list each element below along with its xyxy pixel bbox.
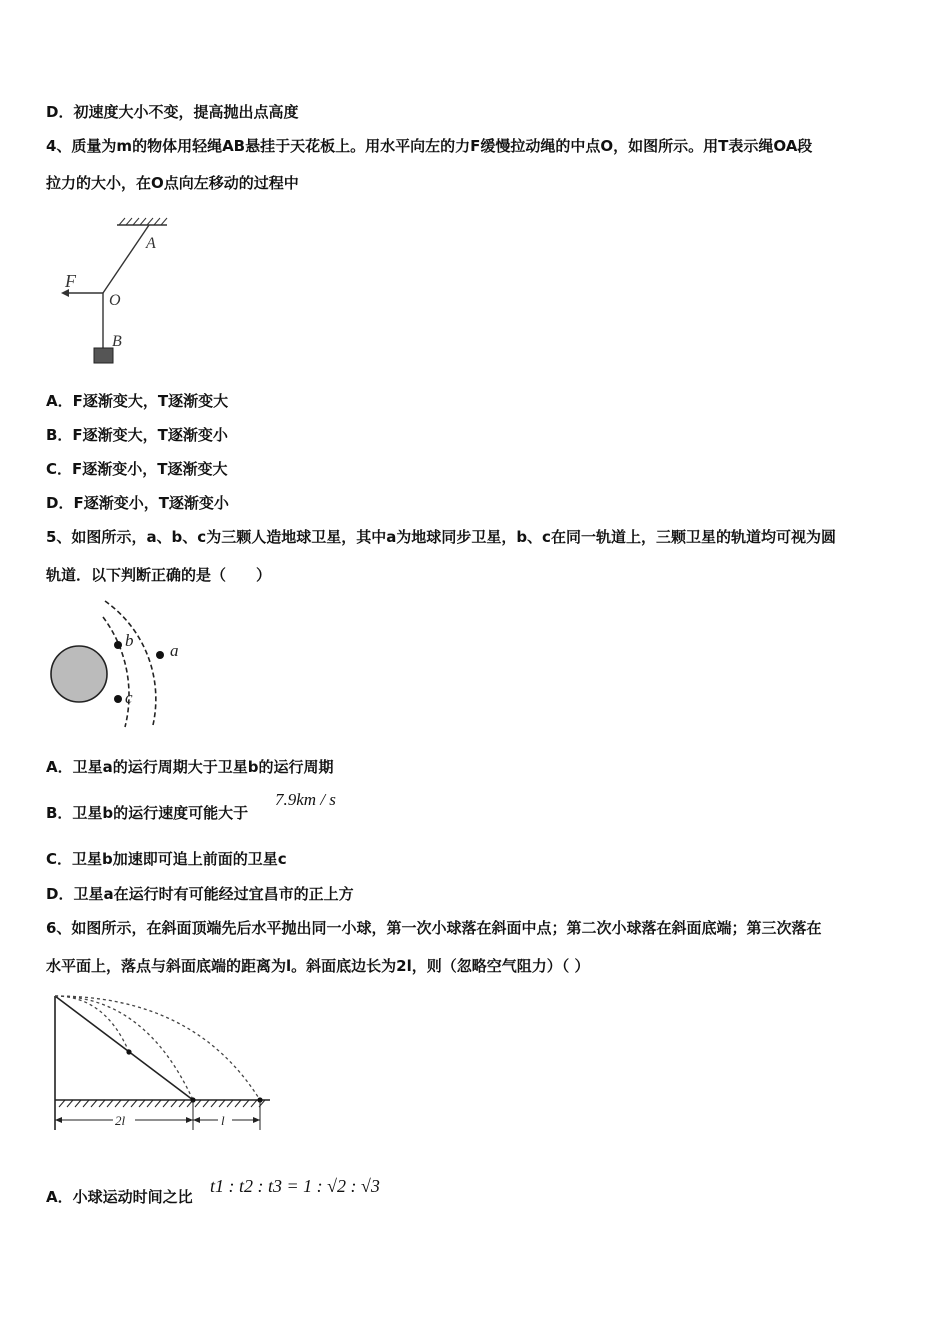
mass-block	[94, 348, 113, 363]
label-o: O	[109, 292, 121, 309]
q5-option-b: B．卫星b的运行速度可能大于	[46, 804, 249, 822]
q6-figure	[45, 990, 280, 1140]
q3-option-d: D．初速度大小不变，提高抛出点高度	[46, 103, 299, 121]
q4-figure	[55, 215, 185, 375]
rope-oa	[103, 225, 149, 293]
q4-option-d: D．F逐渐变小，T逐渐变小	[46, 494, 229, 512]
q5-option-c: C．卫星b加速即可追上前面的卫星c	[46, 850, 287, 868]
landing-point-1	[126, 1049, 131, 1054]
q5-option-a: A．卫星a的运行周期大于卫星b的运行周期	[46, 758, 334, 776]
label-a: a	[170, 641, 179, 660]
q5-stem-line1: 5、如图所示，a、b、c为三颗人造地球卫星，其中a为地球同步卫星，b、c在同一轨道上，三颗卫星的轨道均可视为圆	[46, 528, 836, 546]
label-b: B	[112, 333, 122, 350]
q5-stem-line2: 轨道．以下判断正确的是（ ）	[46, 566, 272, 584]
q5-option-d: D．卫星a在运行时有可能经过宜昌市的正上方	[46, 885, 354, 903]
ground-hatch	[59, 1100, 265, 1107]
earth-circle	[51, 646, 107, 702]
satellite-c	[114, 695, 122, 703]
label-b: b	[125, 631, 134, 650]
q4-option-a: A．F逐渐变大，T逐渐变大	[46, 392, 229, 410]
label-base: 2l	[115, 1113, 126, 1128]
ceiling-hatch	[119, 218, 167, 225]
q4-option-b: B．F逐渐变大，T逐渐变小	[46, 426, 228, 444]
q6-option-a: A．小球运动时间之比	[46, 1188, 193, 1206]
label-extra: l	[221, 1113, 225, 1128]
q6-stem-line2: 水平面上，落点与斜面底端的距离为l。斜面底边长为2l，则（忽略空气阻力）（ ）	[46, 957, 590, 975]
q4-option-c: C．F逐渐变小，T逐渐变大	[46, 460, 228, 478]
q6-stem-line1: 6、如图所示，在斜面顶端先后水平抛出同一小球，第一次小球落在斜面中点；第二次小球落在斜面底端；第三次落在	[46, 919, 822, 937]
trajectory-3	[55, 996, 260, 1100]
label-c: c	[125, 688, 133, 707]
satellite-a	[156, 651, 164, 659]
q5-figure	[45, 597, 205, 732]
satellite-b	[114, 641, 122, 649]
q6-time-ratio: t1 : t2 : t3 = 1 : √2 : √3	[210, 1176, 380, 1196]
label-a: A	[146, 235, 156, 252]
q5-speed-value: 7.9km / s	[275, 790, 336, 809]
label-f: F	[65, 271, 76, 291]
q4-stem-line1: 4、质量为m的物体用轻绳AB悬挂于天花板上。用水平向左的力F缓慢拉动绳的中点O，如图所示。用T表示绳OA段	[46, 137, 813, 155]
slope-line	[55, 996, 193, 1100]
q4-stem-line2: 拉力的大小，在O点向左移动的过程中	[46, 174, 299, 192]
